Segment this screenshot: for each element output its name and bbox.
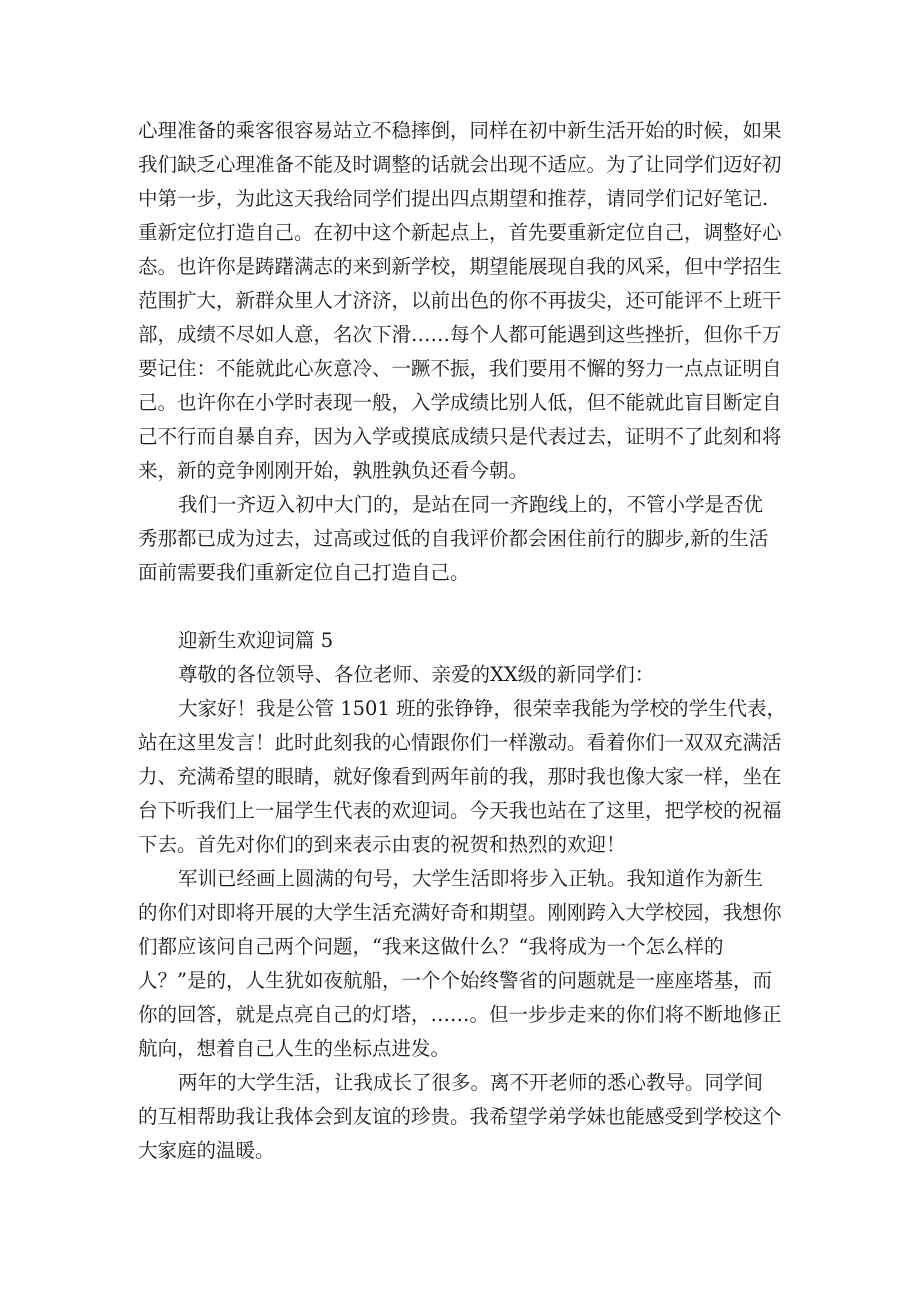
text-line: 航向，想着自己人生的坐标点进发。: [138, 1037, 451, 1060]
text-line: 大家庭的温暖。: [138, 1139, 275, 1162]
text-line: 们都应该问自己两个问题，“我来这做什么？“我将成为一个怎么样的: [138, 935, 724, 958]
text-line: 范围扩大，新群众里人才济济，以前出色的你不再拔尖，还可能评不上班干: [138, 289, 782, 312]
text-line: 的互相帮助我让我体会到友谊的珍贵。我希望学弟学妹也能感受到学校这个: [138, 1105, 782, 1128]
text-line: 要记住：不能就此心灰意冷、一蹶不振，我们要用不懈的努力一点点证明自: [138, 357, 782, 380]
text-line: 中第一步，为此这天我给同学们提出四点期望和推荐，请同学们记好笔记.: [138, 187, 769, 210]
text-line: 的你们对即将开展的大学生活充满好奇和期望。刚刚跨入大学校园，我想你: [138, 901, 782, 924]
text-line: 我们一齐迈入初中大门的，是站在同一齐跑线上的，不管小学是否优: [178, 493, 764, 516]
text-line: 己。也许你在小学时表现一般，入学成绩比别人低，但不能就此盲目断定自: [138, 391, 782, 414]
text-line: 秀那都已成为过去，过高或过低的自我评价都会困住前行的脚步,新的生活: [138, 527, 769, 550]
text-line: 军训已经画上圆满的句号，大学生活即将步入正轨。我知道作为新生: [178, 867, 764, 890]
section-heading: 迎新生欢迎词篇 5: [178, 629, 334, 652]
text-line: 我们缺乏心理准备不能及时调整的话就会出现不适应。为了让同学们迈好初: [138, 153, 782, 176]
text-line: 来，新的竞争刚刚开始，孰胜孰负还看今朝。: [138, 459, 529, 482]
text-line: 面前需要我们重新定位自己打造自己。: [138, 561, 470, 584]
text-line: 部，成绩不尽如人意，名次下滑……每个人都可能遇到这些挫折，但你千万: [138, 323, 782, 346]
text-line: 大家好！我是公管 1501 班的张铮铮，很荣幸我能为学校的学生代表，: [178, 697, 787, 720]
text-line: 台下听我们上一届学生代表的欢迎词。今天我也站在了这里，把学校的祝福: [138, 799, 782, 822]
text-line: 己不行而自暴自弃，因为入学或摸底成绩只是代表过去，证明不了此刻和将: [138, 425, 782, 448]
text-line: 力、充满希望的眼睛，就好像看到两年前的我，那时我也像大家一样，坐在: [138, 765, 782, 788]
text-line: 重新定位打造自己。在初中这个新起点上，首先要重新定位自己，调整好心: [138, 221, 782, 244]
text-line: 下去。首先对你们的到来表示由衷的祝贺和热烈的欢迎！: [138, 833, 626, 856]
salutation: 尊敬的各位领导、各位老师、亲爱的XX级的新同学们：: [178, 663, 655, 686]
text-line: 站在这里发言！此时此刻我的心情跟你们一样激动。看着你们一双双充满活: [138, 731, 782, 754]
text-line: 态。也许你是踌躇满志的来到新学校，期望能展现自我的风采，但中学招生: [138, 255, 782, 278]
text-line: 心理准备的乘客很容易站立不稳摔倒，同样在初中新生活开始的时候，如果: [138, 119, 782, 142]
text-line: 人？”是的，人生犹如夜航船，一个个始终警省的问题就是一座座塔基，而: [138, 969, 772, 992]
text-line: 两年的大学生活，让我成长了很多。离不开老师的悉心教导。同学间: [178, 1071, 764, 1094]
text-line: 你的回答，就是点亮自己的灯塔，……。但一步步走来的你们将不断地修正: [138, 1003, 782, 1026]
